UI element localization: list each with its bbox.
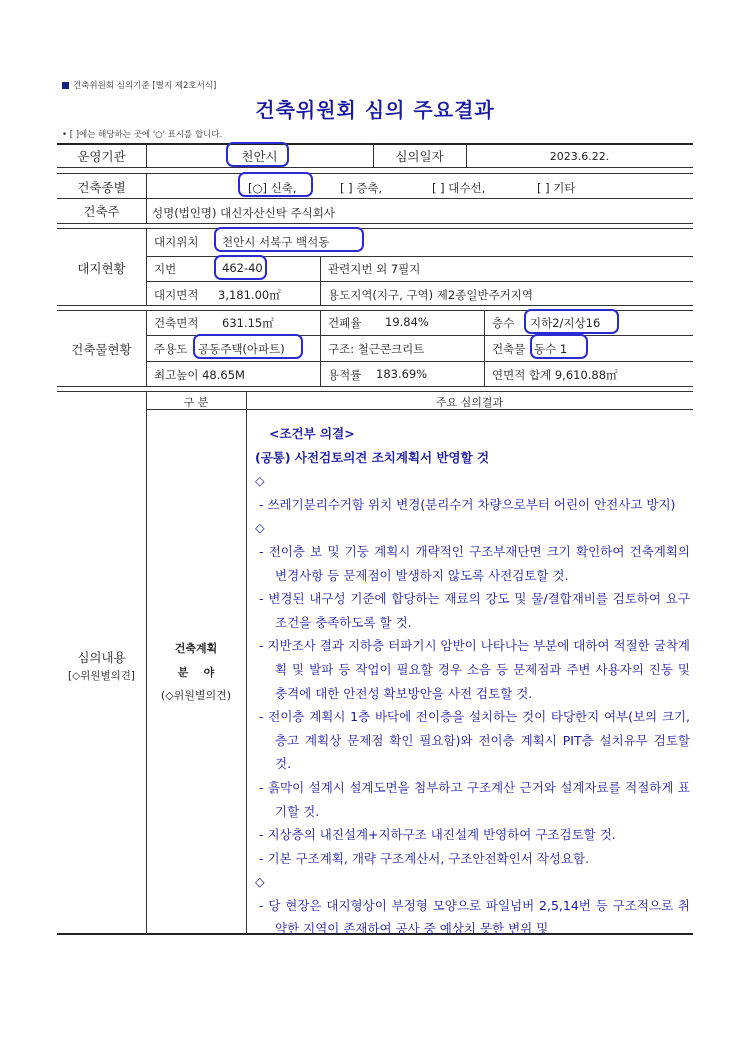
result-item: - 흙막이 설계시 설계도면을 첨부하고 구조계산 근거와 설계자료를 적절하게 표기할 것. [259, 779, 690, 819]
mark-note: • [ ]에는 해당하는 곳에 '○' 표시를 합니다. [62, 130, 223, 140]
coverage-value: 19.84% [385, 315, 429, 329]
count-label: 건축물 [492, 342, 526, 356]
site-location-label: 대지위치 [154, 235, 199, 249]
result-item: - 전이층 보 및 기둥 계획시 개략적인 구조부재단면 크기 확인하여 건축계획의 변경사항 등 문제점이 발생하지 않도록 사전검토할 것. [259, 543, 690, 583]
rule [57, 198, 693, 199]
type-label: 건축종별 [77, 180, 126, 195]
rule [57, 305, 693, 306]
diamond-icon: ◇ [255, 874, 265, 890]
item-group-3 [255, 894, 690, 941]
review-sub: [◇위원별의견] [68, 670, 135, 682]
results-content [255, 422, 690, 941]
area-label: 대지면적 [154, 288, 199, 302]
highlight-oval [226, 142, 289, 167]
rule [57, 391, 693, 392]
result-item: - 지상층의 내진설계+지하구조 내진설계 반영하여 구조검토할 것. [259, 827, 616, 843]
item-group-2 [255, 540, 690, 870]
date-label: 심의일자 [395, 149, 444, 164]
building-area-label: 건축면적 [154, 316, 199, 330]
result-item: - 전이층 계획시 1층 바닥에 전이층을 설치하는 것이 타당한지 여부(보의 크기, 층고 계획상 문제점 확인 필요함)와 전이층 계획시 PIT층 설치유무 검토할 것. [259, 709, 690, 772]
col-rule [320, 256, 321, 306]
rule [146, 281, 693, 282]
rule [146, 361, 693, 362]
highlight-oval [193, 334, 303, 359]
result-item: - 당 현장은 대지형상이 부정형 모양으로 파일넘버 2,5,14번 등 구조적으로 취약한 지역이 존재하여 공사 중 예상치 못한 변위 및 [259, 897, 690, 937]
lot-value: 462-40 [222, 261, 263, 275]
field-sub: (◇위원별의견) [160, 689, 232, 702]
site-label: 대지현황 [77, 261, 126, 276]
col-result: 주요 심의결과 [435, 396, 504, 409]
review-label: 심의내용 [77, 650, 126, 665]
square-bullet-icon [62, 82, 69, 89]
site-location-value: 천안시 서북구 백석동 [222, 235, 330, 249]
type-other: [ ] 기타 [537, 181, 576, 195]
building-area-value: 631.15㎡ [222, 316, 274, 330]
far-label: 용적률 [328, 368, 362, 382]
highlight-oval [530, 334, 588, 359]
highlight-oval [214, 227, 364, 252]
col-rule [146, 391, 147, 934]
diamond-icon: ◇ [255, 520, 265, 536]
item-group-1 [255, 493, 690, 517]
col-rule [146, 228, 147, 306]
height: 최고높이 48.65M [154, 368, 245, 382]
type-new: [○] 신축, [248, 181, 297, 195]
highlight-oval [524, 309, 619, 334]
col-category: 구 분 [183, 396, 209, 409]
lot-label: 지번 [154, 262, 177, 276]
results-heading: <조건부 의결> [269, 426, 355, 441]
rule [57, 386, 693, 387]
rule [57, 223, 693, 224]
rule [57, 228, 693, 229]
total-area: 연면적 합계 9,610.88㎡ [492, 368, 618, 382]
col-rule [246, 391, 247, 934]
highlight-oval [238, 172, 313, 197]
field-label-2: 분 야 [177, 666, 215, 679]
rule [57, 173, 693, 174]
col-rule [320, 310, 321, 387]
area-value: 3,181.00㎡ [218, 288, 281, 302]
result-item: - 변경된 내구성 기준에 합당하는 재료의 강도 및 물/결합재비를 검토하여 요구조건을 충족하도록 할 것. [259, 591, 690, 630]
structure: 구조: 철근콘크리트 [328, 342, 425, 356]
col-rule [146, 310, 147, 387]
diamond-icon: ◇ [255, 473, 265, 489]
result-item: - 기본 구조계획, 개략 구조계산서, 구조안전확인서 작성요함. [259, 850, 590, 866]
owner-value: 성명(법인명) 대신자산신탁 주식회사 [152, 206, 335, 220]
far-value: 183.69% [376, 367, 428, 381]
table-top-rule [57, 143, 693, 145]
owner-label: 건축주 [83, 204, 120, 219]
count-value: 동수 1 [534, 342, 568, 356]
use-label: 주용도 [154, 342, 188, 356]
field-label-1: 건축계획 [174, 642, 218, 655]
use-value: 공동주택(아파트) [198, 342, 285, 356]
building-label: 건축물현황 [71, 342, 132, 357]
date-value: 2023.6.22. [549, 150, 610, 163]
zone: 용도지역(지구, 구역) 제2종일반주거지역 [328, 288, 533, 302]
col-rule [146, 173, 147, 224]
results-common: (공통) 사전검토의견 조치계획서 반영할 것 [255, 449, 490, 465]
type-repair: [ ] 대수선, [432, 181, 486, 195]
col-rule [484, 310, 485, 387]
floors-label: 층수 [492, 316, 515, 330]
operator-value: 천안시 [241, 149, 278, 164]
result-item: - 쓰레기분리수거함 위치 변경(분리수거 차량으로부터 어린이 안전사고 방지) [259, 496, 676, 512]
result-item: - 지반조사 결과 지하층 터파기시 암반이 나타나는 부분에 대하여 적절한 굴착계획 및 발파 등 작업이 필요할 경우 소음 등 문제점과 주변 사용자의 진동 및 충격에 대한 안전성 확보방안을 사전 검토할 것. [259, 638, 690, 701]
type-extend: [ ] 증축, [340, 181, 383, 195]
related-lot: 관련지번 외 7필지 [328, 262, 421, 276]
form-note: 건축위원회 심의기준 [별지 제2호서식] [62, 79, 216, 91]
highlight-oval [214, 255, 267, 280]
rule [57, 167, 693, 168]
floors-value: 지하2/지상16 [530, 316, 601, 330]
coverage-label: 건폐율 [328, 316, 362, 330]
page-title: 건축위원회 심의 주요결과 [255, 98, 495, 122]
operator-label: 운영기관 [77, 149, 126, 164]
